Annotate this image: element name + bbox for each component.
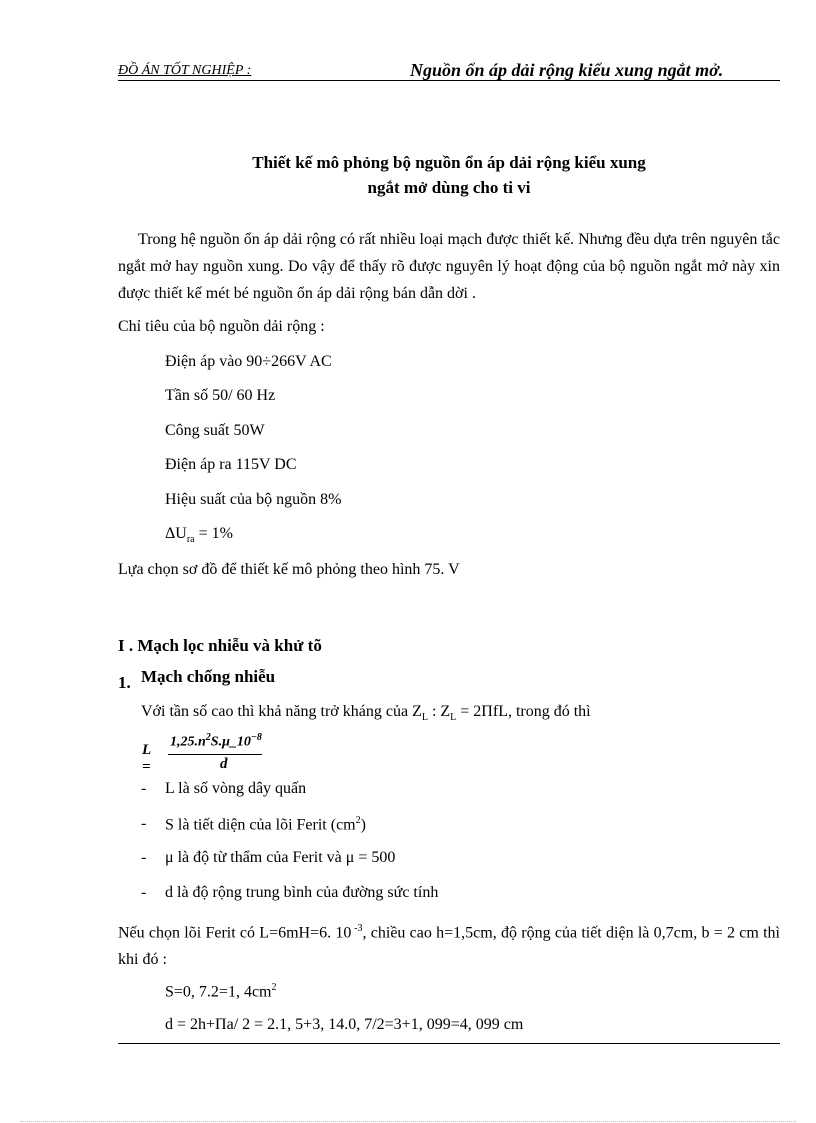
impedance-part-3: = 2ΠfL, trong đó thì [456, 703, 591, 720]
bullet-s-text: S là tiết diện của lõi Ferit (cm [165, 816, 356, 834]
spec-input-voltage: Điện áp vào 90÷266V AC [165, 353, 332, 370]
impedance-sub-2: L [450, 712, 457, 724]
calc-s [165, 982, 277, 1001]
bullet-s-sup: 2 [355, 815, 361, 826]
ripple-value: = 1% [194, 525, 233, 542]
formula-exp-2: −8 [250, 732, 262, 743]
bullet-l: L là số vòng dây quấn [165, 780, 307, 797]
calc-d: d = 2h+Πa/ 2 = 2.1, 5+3, 14.0, 7/2=3+1, 099=4, 099 cm [165, 1016, 524, 1033]
bullet-dash-4: - [141, 884, 147, 901]
core-choice-sup: -3 [351, 923, 363, 934]
core-choice-paragraph [118, 915, 780, 973]
ripple-symbol: ΔU [165, 525, 187, 542]
formula-numerator [170, 732, 262, 751]
spec-efficiency: Hiệu suất của bộ nguồn 8% [165, 491, 342, 508]
formula-numerator-a: 1,25.n [170, 734, 206, 750]
core-choice-text-2: , chiều cao h=1,5cm, độ rộng của tiết diện là 0,7cm, b = 2 cm thì khi đó : [118, 924, 780, 969]
document-title-line-2: ngắt mở dùng cho ti vi [367, 178, 531, 197]
bullet-dash-1: - [141, 780, 147, 797]
calc-s-text: S=0, 7.2=1, 4cm [165, 983, 272, 1001]
scheme-choice-text: Lựa chọn sơ đồ để thiết kế mô phỏng theo hình 75. V [118, 561, 460, 578]
spec-power: Công suất 50W [165, 422, 265, 439]
subsection-number: 1. [118, 673, 131, 692]
subsection-heading: Mạch chống nhiễu [141, 667, 276, 686]
spec-frequency: Tần số 50/ 60 Hz [165, 387, 276, 404]
bullet-s-close: ) [360, 816, 366, 834]
header-right-title: Nguồn ổn áp dải rộng kiểu xung ngắt mở. [410, 60, 724, 80]
bullet-d: d là độ rộng trung bình của đường sức tính [165, 884, 439, 901]
formula-denominator: d [220, 756, 228, 772]
header-left-label: ĐỒ ÁN TỐT NGHIỆP : [118, 63, 252, 78]
bullet-dash-2: - [141, 815, 147, 832]
document-title-line-1: Thiết kế mô phỏng bộ nguồn ổn áp dải rộng kiểu xung [252, 153, 646, 172]
impedance-part-1: Với tần số cao thì khả năng trở kháng của Z [141, 703, 422, 720]
header-rule [118, 80, 780, 81]
impedance-part-2: : Z [427, 703, 451, 720]
bullet-s [165, 815, 366, 834]
formula-lhs: L = [142, 742, 151, 775]
spec-output-voltage: Điện áp ra 115V DC [165, 456, 297, 473]
page-edge-dots [20, 1121, 796, 1122]
impedance-sub-1: L [421, 712, 428, 724]
formula-numerator-b: S.μ_10 [210, 734, 251, 750]
bullet-dash-3: - [141, 849, 147, 866]
bullet-mu: μ là độ từ thẩm của Ferit và μ = 500 [165, 849, 396, 866]
fraction-bar [168, 754, 262, 755]
core-choice-text-1: Nếu chọn lõi Ferit có L=6mH=6. 10 [118, 924, 352, 942]
ripple-subscript: ra [186, 534, 195, 546]
intro-paragraph: Trong hệ nguồn ổn áp dải rộng có rất nhiều loại mạch được thiết kế. Nhưng đều dựa trên nguyên tắc ngắt mở hay nguồn xung. Do vậy để thấy rõ được nguyên lý hoạt động của bộ nguồn ngắt mở này xin được thiết kế mét bé nguồn ổn áp dải rộng bán dẫn dời . [118, 231, 780, 302]
section-heading-1: I . Mạch lọc nhiễu và khử tõ [118, 636, 322, 655]
spec-heading: Chỉ tiêu của bộ nguồn dải rộng : [118, 318, 325, 335]
spec-ripple [165, 525, 233, 545]
footer-rule [118, 1043, 780, 1044]
formula-exp: 2 [205, 732, 211, 743]
calc-s-sup: 2 [271, 982, 277, 993]
impedance-text [141, 703, 591, 723]
